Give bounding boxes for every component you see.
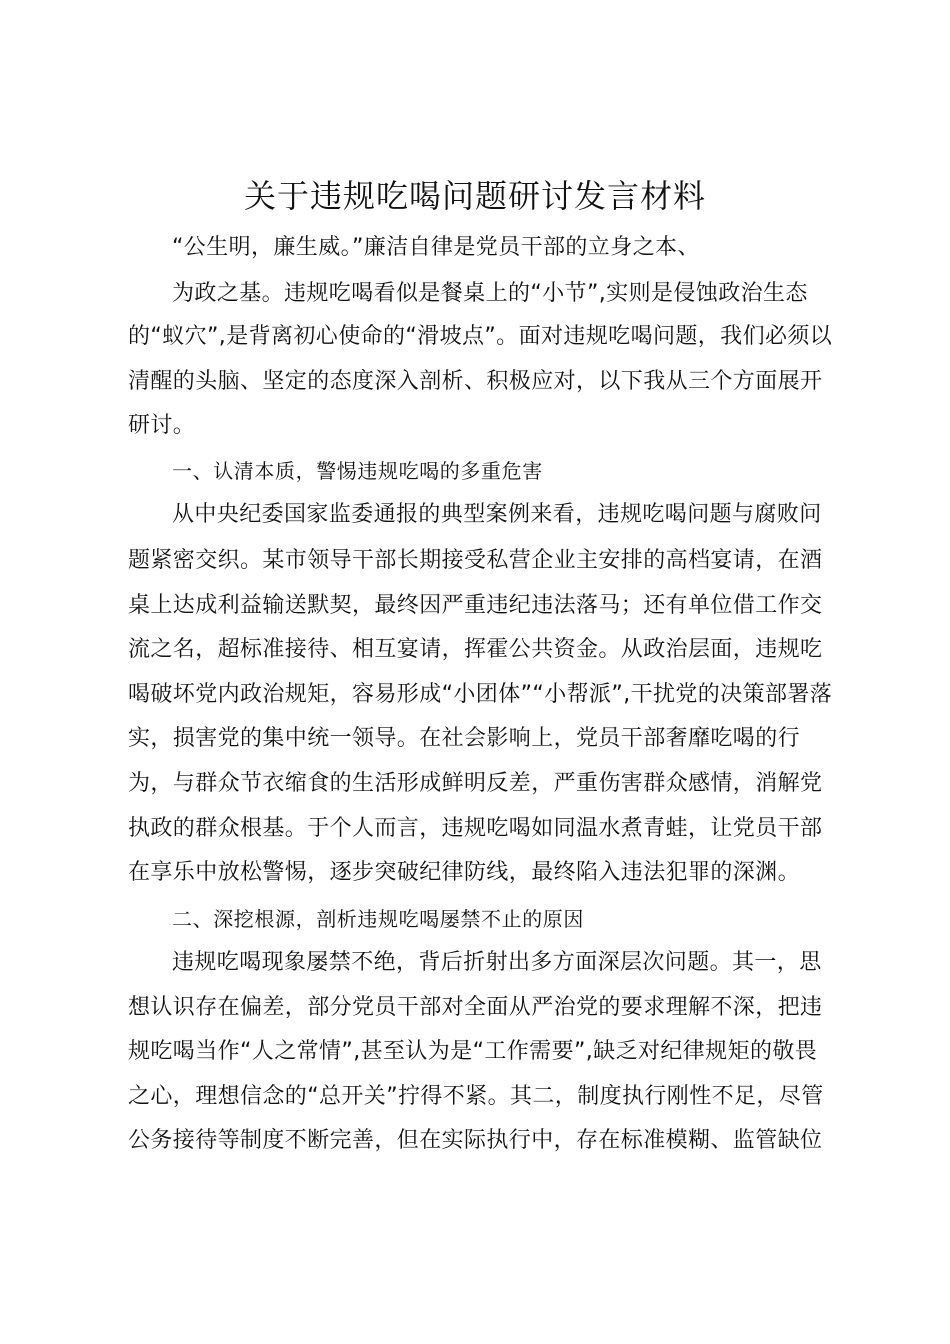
paragraph-line: 的“蚁穴”,是背离初心使命的“滑坡点”。面对违规吃喝问题，我们必须以 (128, 324, 833, 349)
paragraph-line: 实，损害党的集中统一领导。在社会影响上，党员干部奢靡吃喝的行 (128, 726, 801, 751)
paragraph-line: 执政的群众根基。于个人而言，违规吃喝如同温水煮青蛙，让党员干部 (128, 816, 823, 841)
paragraph-line: 想认识存在偏差，部分党员干部对全面从严治党的要求理解不深，把违 (128, 995, 823, 1020)
section-heading: 二、深挖根源，剖析违规吃喝屡禁不止的原因 (172, 907, 584, 931)
paragraph-line: 从中央纪委国家监委通报的典型案例来看，违规吃喝问题与腐败问 (172, 502, 822, 527)
document-title: 关于违规吃喝问题研讨发言材料 (243, 177, 706, 215)
paragraph-line: 违规吃喝现象屡禁不绝，背后折射出多方面深层次问题。其一，思 (172, 950, 822, 975)
paragraph-line: “公生明，廉生威。”廉洁自律是党员干部的立身之本、 (172, 235, 700, 260)
paragraph-line: 流之名，超标准接待、相互宴请，挥霍公共资金。从政治层面，违规吃 (128, 637, 823, 662)
paragraph-line: 在享乐中放松警惕，逐步突破纪律防线，最终陷入违法犯罪的深渊。 (128, 860, 801, 885)
paragraph-line: 清醒的头脑、坚定的态度深入剖析、积极应对，以下我从三个方面展开 (128, 369, 823, 394)
paragraph-line: 规吃喝当作“人之常情”,甚至认为是“工作需要”,缺乏对纪律规矩的敬畏 (128, 1039, 818, 1064)
paragraph-line: 喝破坏党内政治规矩，容易形成“小团体”“小帮派”,干扰党的决策部署落 (128, 682, 833, 707)
paragraph-line: 研讨。 (128, 413, 196, 438)
section-heading: 一、认清本质，警惕违规吃喝的多重危害 (172, 459, 543, 483)
paragraph-line: 之心，理想信念的“总开关”拧得不紧。其二，制度执行刚性不足，尽管 (128, 1084, 824, 1109)
paragraph-line: 公务接待等制度不断完善，但在实际执行中，存在标准模糊、监管缺位 (128, 1128, 823, 1153)
paragraph-line: 题紧密交织。某市领导干部长期接受私营企业主安排的高档宴请，在酒 (128, 548, 823, 573)
paragraph-line: 为，与群众节衣缩食的生活形成鲜明反差，严重伤害群众感情，消解党 (128, 771, 823, 796)
paragraph-line: 为政之基。违规吃喝看似是餐桌上的“小节”,实则是侵蚀政治生态 (172, 281, 808, 306)
paragraph-line: 桌上达成利益输送默契，最终因严重违纪违法落马；还有单位借工作交 (128, 593, 823, 618)
